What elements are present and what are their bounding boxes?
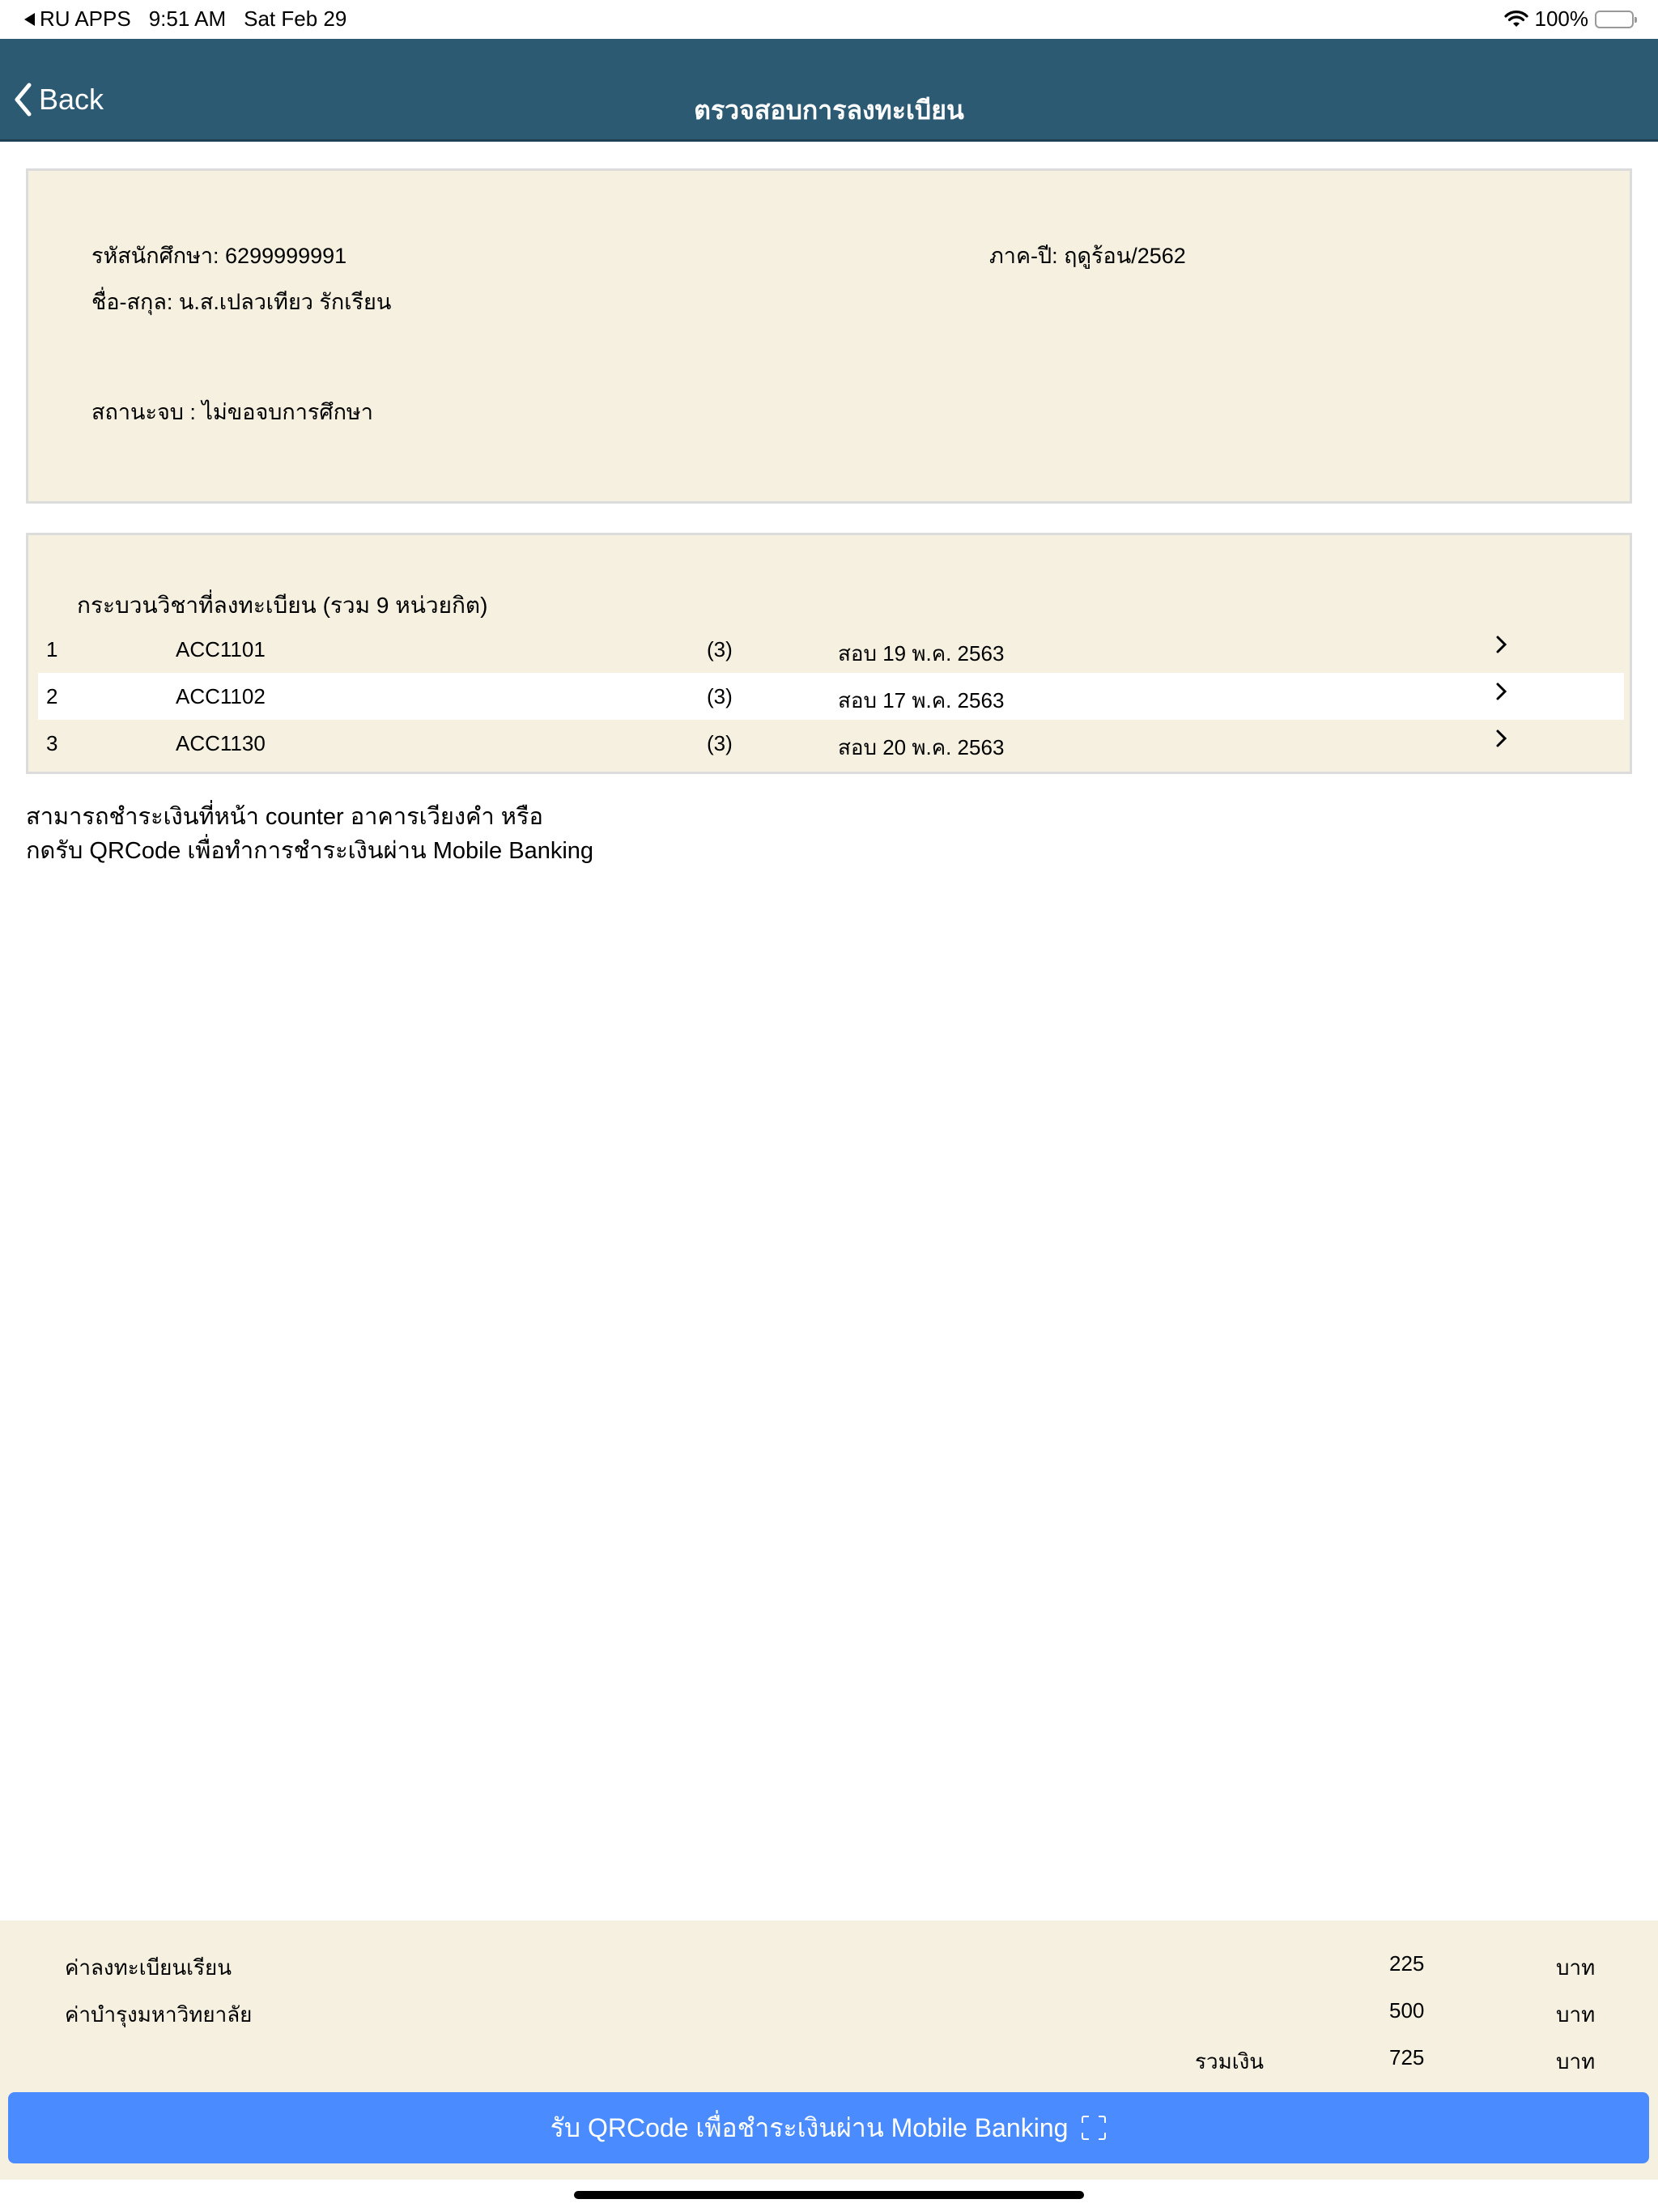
payment-note-line-2: กดรับ QRCode เพื่อทำการชำระเงินผ่าน Mobile Banking (26, 838, 594, 864)
payment-note (26, 800, 593, 868)
page-title: ตรวจสอบการลงทะเบียน (694, 96, 964, 125)
status-date: Sat Feb 29 (244, 6, 347, 31)
return-to-app-link[interactable] (24, 6, 131, 32)
fee-total-label: รวมเงิน (1195, 2049, 1265, 2074)
battery-percent: 100% (1534, 6, 1588, 31)
fee-amount: 500 (1389, 1998, 1425, 2023)
fee-unit: บาท (1556, 2002, 1596, 2027)
student-info-card (26, 168, 1632, 504)
graduation-status: สถานะจบ : ไม่ขอจบการศึกษา (91, 400, 373, 424)
navigation-bar (0, 39, 1658, 142)
course-credit: (3) (707, 731, 733, 755)
courses-title: กระบวนวิชาที่ลงทะเบียน (รวม 9 หน่วยกิต) (77, 593, 488, 618)
back-triangle-icon (24, 13, 35, 26)
fee-label: ค่าบำรุงมหาวิทยาลัย (65, 2002, 253, 2027)
scan-icon (1081, 2115, 1107, 2141)
fee-row (0, 1998, 1658, 2031)
chevron-right-icon (1495, 728, 1508, 755)
home-indicator[interactable] (574, 2191, 1084, 2199)
course-credit: (3) (707, 637, 733, 661)
qrcode-button-label: รับ QRCode เพื่อชำระเงินผ่าน Mobile Banking (550, 2112, 1069, 2142)
battery-icon (1595, 11, 1634, 28)
back-label: Back (39, 83, 104, 116)
fee-total-row (0, 2045, 1658, 2078)
chevron-right-icon (1495, 634, 1508, 661)
payment-note-line-1: สามารถชำระเงินที่หน้า counter อาคารเวียงคำ หรือ (26, 804, 543, 830)
status-bar (0, 0, 1658, 39)
wifi-icon (1504, 11, 1528, 28)
course-credit: (3) (707, 684, 733, 708)
course-row[interactable] (38, 720, 1624, 767)
course-code: ACC1101 (176, 637, 266, 661)
fee-total-amount: 725 (1389, 2045, 1425, 2069)
course-row[interactable] (38, 626, 1624, 673)
chevron-right-icon (1495, 681, 1508, 708)
course-exam-date: สอบ 20 พ.ค. 2563 (838, 735, 1005, 759)
student-name: ชื่อ-สกุล: น.ส.เปลวเทียว รักเรียน (91, 290, 392, 314)
course-code: ACC1130 (176, 731, 266, 755)
course-code: ACC1102 (176, 684, 266, 708)
fee-total-unit: บาท (1556, 2049, 1596, 2074)
fee-amount: 225 (1389, 1951, 1425, 1976)
course-exam-date: สอบ 17 พ.ค. 2563 (838, 688, 1005, 713)
course-row[interactable] (38, 673, 1624, 720)
term-year: ภาค-ปี: ฤดูร้อน/2562 (989, 244, 1186, 268)
return-app-name: RU APPS (40, 6, 131, 31)
course-exam-date: สอบ 19 พ.ค. 2563 (838, 641, 1005, 666)
status-time: 9:51 AM (148, 6, 227, 31)
student-id: รหัสนักศึกษา: 6299999991 (91, 244, 347, 268)
fee-unit: บาท (1556, 1955, 1596, 1980)
fee-label: ค่าลงทะเบียนเรียน (65, 1955, 232, 1980)
fee-row (0, 1951, 1658, 1984)
course-number: 1 (46, 637, 58, 661)
course-number: 2 (46, 684, 58, 708)
registered-courses-card (26, 533, 1632, 774)
get-qrcode-button[interactable] (8, 2092, 1649, 2163)
course-number: 3 (46, 731, 58, 755)
